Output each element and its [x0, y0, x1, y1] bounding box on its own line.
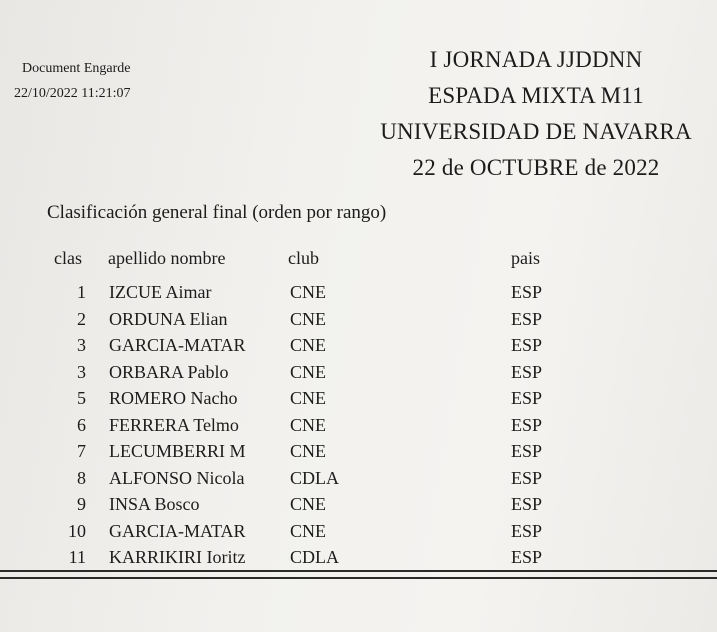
club-cell: CNE [290, 441, 326, 461]
name-cell: FERRERA Telmo [109, 414, 239, 435]
club-cell: CNE [290, 414, 326, 435]
country-cell: ESP [511, 467, 543, 488]
name-cell: INSA Bosco [109, 494, 200, 514]
event-category: ESPADA MIXTA M11 [428, 83, 644, 108]
table-row [0, 518, 717, 545]
divider-line [0, 577, 717, 579]
name-cell: KARRIKIRI Ioritz [109, 547, 246, 567]
table-row [0, 465, 717, 492]
country-cell: ESP [511, 414, 543, 435]
table-row [0, 491, 717, 518]
column-header-country: pais [511, 248, 540, 268]
name-cell: GARCIA-MATAR [109, 335, 246, 355]
club-cell: CNE [290, 308, 326, 329]
rank-cell: 11 [68, 547, 86, 567]
country-cell: ESP [511, 547, 543, 567]
name-cell: IZCUE Aimar [109, 282, 212, 302]
document-datetime: 22/10/2022 11:21:07 [14, 86, 131, 101]
club-cell: CNE [290, 282, 326, 302]
column-header-club: club [288, 248, 319, 268]
name-cell: ORBARA Pablo [109, 361, 229, 382]
name-cell: ORDUNA Elian [109, 308, 228, 329]
document-label: Document Engarde [22, 61, 131, 76]
club-cell: CNE [290, 361, 326, 382]
divider-line [0, 570, 717, 572]
rank-cell: 3 [77, 335, 86, 355]
table-row [0, 438, 717, 465]
country-cell: ESP [511, 520, 543, 541]
rank-cell: 5 [77, 388, 86, 408]
country-cell: ESP [511, 335, 543, 355]
club-cell: CNE [290, 494, 326, 514]
rank-cell: 8 [77, 467, 86, 488]
country-cell: ESP [511, 441, 543, 461]
event-date: 22 de OCTUBRE de 2022 [412, 155, 660, 180]
club-cell: CNE [290, 520, 326, 541]
country-cell: ESP [511, 361, 543, 382]
rank-cell: 3 [77, 361, 86, 382]
country-cell: ESP [511, 388, 543, 408]
event-venue: UNIVERSIDAD DE NAVARRA [380, 119, 692, 144]
club-cell: CDLA [290, 467, 339, 488]
rank-cell: 7 [77, 441, 86, 461]
club-cell: CDLA [290, 547, 339, 567]
ranking-subtitle: Clasificación general final (orden por rango) [47, 202, 387, 223]
table-row [0, 332, 717, 359]
name-cell: GARCIA-MATAR [109, 520, 246, 541]
rank-cell: 1 [77, 282, 86, 302]
club-cell: CNE [290, 388, 326, 408]
rank-cell: 9 [77, 494, 86, 514]
event-header [380, 42, 692, 186]
table-row [0, 412, 717, 439]
club-cell: CNE [290, 335, 326, 355]
column-header-rank: clas [54, 248, 82, 268]
table-row [0, 359, 717, 386]
ranking-table [0, 279, 717, 571]
event-title: I JORNADA JJDDNN [429, 47, 643, 72]
name-cell: ROMERO Nacho [109, 388, 238, 408]
column-header-name: apellido nombre [108, 248, 226, 268]
country-cell: ESP [511, 308, 543, 329]
name-cell: LECUMBERRI M [109, 441, 246, 461]
rank-cell: 2 [77, 308, 86, 329]
rank-cell: 10 [68, 520, 86, 541]
table-row [0, 385, 717, 412]
table-row [0, 279, 717, 306]
table-row [0, 544, 717, 571]
name-cell: ALFONSO Nicola [109, 467, 245, 488]
country-cell: ESP [511, 282, 543, 302]
country-cell: ESP [511, 494, 543, 514]
table-row [0, 306, 717, 333]
rank-cell: 6 [77, 414, 86, 435]
